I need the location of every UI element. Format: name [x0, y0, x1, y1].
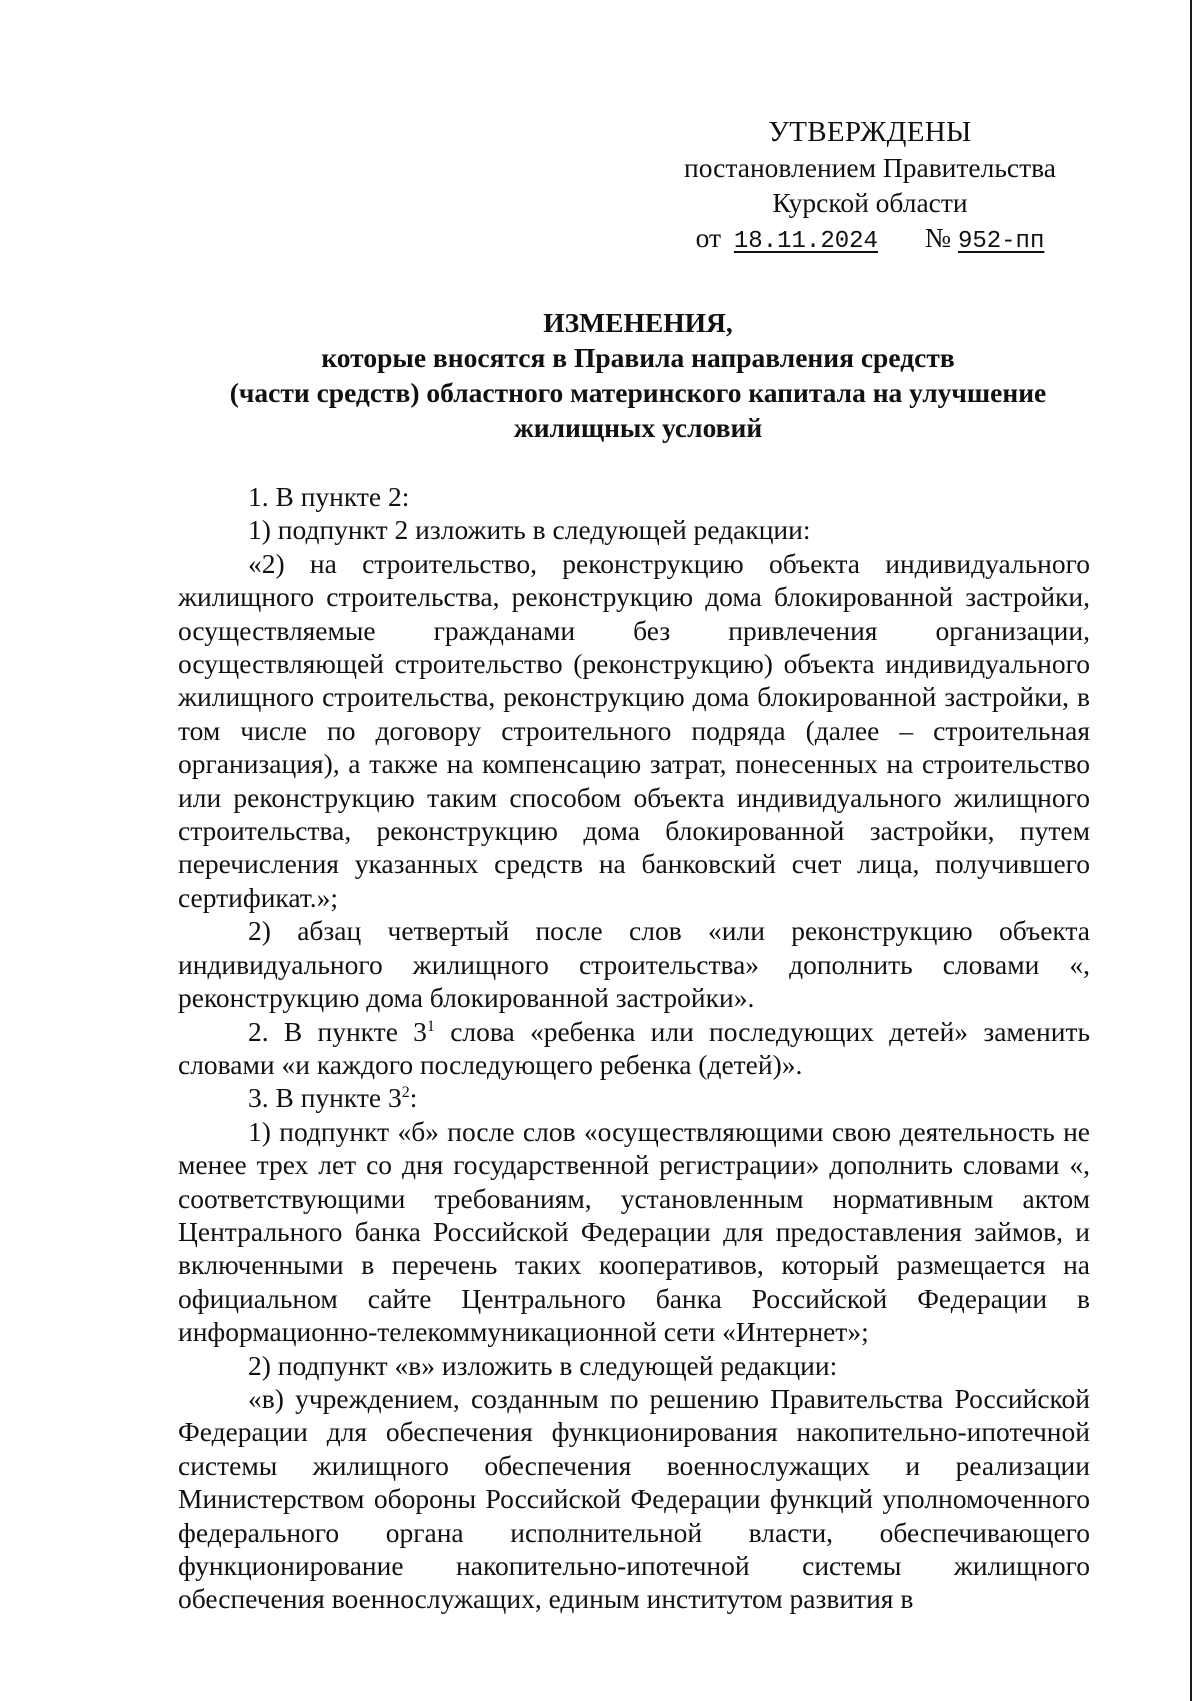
title-heading: ИЗМЕНЕНИЯ,: [543, 307, 733, 338]
paragraph-7: 1) подпункт «б» после слов «осуществляющими свою деятельность не менее трех лет со дня государственной регистрации» дополнить словами «, соответствующими требованиям, установленным нормативным актом Центрального банка Российской Федерации для предоставления займов, и включенными в перечень таких кооперативов, который размещается на официальном сайте Центрального банка Российской Федерации в информационно-телекоммуникационной сети «Интернет»;: [178, 1115, 1090, 1348]
approval-region: Курской области: [772, 187, 968, 218]
paragraph-4: 2) абзац четвертый после слов «или реконструкцию объекта индивидуального жилищного строительства» дополнить словами «, реконструкцию дома блокированной застройки».: [178, 915, 1090, 1014]
approval-heading: УТВЕРЖДЕНЫ: [768, 116, 972, 148]
paragraph-9: «в) учреждением, созданным по решению Правительства Российской Федерации для обеспечения функционирования накопительно-ипотечной системы жилищного обеспечения военнослужащих и реализации Министерством обороны Российской Федерации функций уполномоченного федерального органа исполнительной власти, обеспечивающего функционирование накопительно-ипотечной системы жилищного обеспечения военнослужащих, единым институтом развития в: [178, 1382, 1090, 1615]
paragraph-5-start: 2. В пункте 3: [248, 1015, 427, 1047]
paragraph-6-start: 3. В пункте 3: [248, 1082, 402, 1114]
paragraph-6: [178, 1081, 1090, 1114]
document-title: [178, 305, 1098, 445]
approval-date-line: [660, 220, 1080, 259]
paragraph-8: 2) подпункт «в» изложить в следующей редакции:: [248, 1349, 838, 1381]
approval-stamp: [660, 115, 1080, 259]
paragraph-5: [178, 1015, 1090, 1082]
approval-issuer: постановлением Правительства: [684, 152, 1056, 183]
title-line-1: которые вносятся в Правила направления средств: [321, 342, 955, 373]
document-body: [178, 480, 1090, 1616]
paragraph-1: 1. В пункте 2:: [248, 481, 410, 512]
title-line-3: жилищных условий: [513, 412, 763, 443]
paragraph-3: «2) на строительство, реконструкцию объекта индивидуального жилищного строительства, реконструкцию дома блокированной застройки, осуществляемые гражданами без привлечения организации, осуществляющей строительство (реконструкцию) объекта индивидуального жилищного строительства, реконструкцию дома блокированной застройки, в том числе по договору строительного подряда (далее – строительная организация), а также на компенсацию затрат, понесенных на строительство или реконструкцию таким способом объекта индивидуального жилищного строительства, реконструкцию дома блокированной застройки, путем перечисления указанных средств на банковский счет лица, получившего сертификат.»;: [178, 547, 1090, 913]
paragraph-5-end: слова «ребенка или последующих детей» заменить словами «и каждого последующего ребенка (детей)».: [178, 1015, 1090, 1080]
paragraph-6-superscript: 2: [401, 1084, 410, 1102]
scan-border-line: [1190, 0, 1192, 1701]
paragraph-2: 1) подпункт 2 изложить в следующей редакции:: [248, 514, 811, 546]
paragraph-6-end: :: [409, 1082, 418, 1114]
title-line-2: (части средств) областного материнского капитала на улучшение: [229, 377, 1047, 408]
number-prefix: №: [924, 222, 952, 253]
paragraph-5-superscript: 1: [426, 1017, 435, 1035]
approval-date: 18.11.2024: [733, 228, 878, 255]
approval-number: 952-пп: [957, 228, 1045, 255]
date-prefix: от: [695, 222, 722, 253]
